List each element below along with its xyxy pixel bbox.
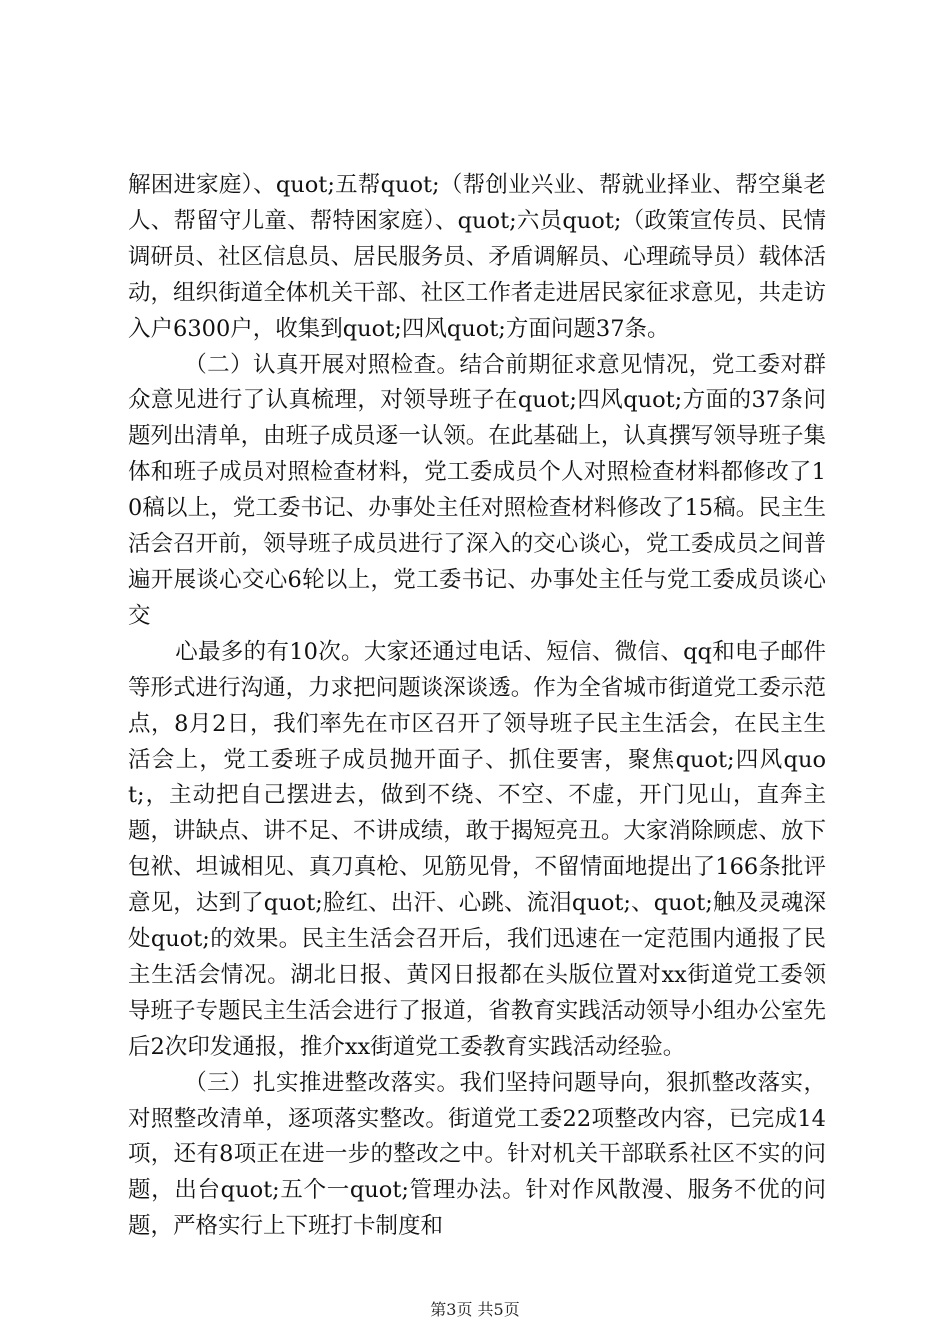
paragraph-section-two: （二）认真开展对照检查。结合前期征求意见情况，党工委对群众意见进行了认真梳理，对领导班子在quot;四风quot;方面的37条问题列出清单，由班子成员逐一认领。在此基础上，认真撰写领导班子集体和班子成员对照检查材料，党工委成员个人对照检查材料都修改了10稿以上，党工委书记、办事处主任对照检查材料修改了15稿。民主生活会召开前，领导班子成员进行了深入的交心谈心，党工委成员之间普遍开展谈心交心6轮以上，党工委书记、办事处主任与党工委成员谈心交 [128,351,826,629]
paragraph-section-three: （三）扎实推进整改落实。我们坚持问题导向，狠抓整改落实，对照整改清单，逐项落实整改。街道党工委22项整改内容，已完成14项，还有8项正在进一步的整改之中。针对机关干部联系社区不实的问题，出台quot;五个一quot;管理办法。针对作风散漫、服务不优的问题，严格实行上下班打卡制度和 [128,1069,826,1240]
paragraph-section-two-cont: 心最多的有10次。大家还通过电话、短信、微信、qq和电子邮件等形式进行沟通，力求把问题谈深谈透。作为全省城市街道党工委示范点，8月2日，我们率先在市区召开了领导班子民主生活会，在民主生活会上，党工委班子成员抛开面子、抓住要害，聚焦quot;四风quot;，主动把自己摆进去，做到不绕、不空、不虚，开门见山，直奔主题，讲缺点、讲不足、不讲成绩，敢于揭短亮丑。大家消除顾虑、放下包袱、坦诚相见、真刀真枪、见筋见骨，不留情面地提出了166条批评意见，达到了quot;脸红、出汗、心跳、流泪quot;、quot;触及灵魂深处quot;的效果。民主生活会召开后，我们迅速在一定范围内通报了民主生活会情况。湖北日报、黄冈日报都在头版位置对xx街道党工委领导班子专题民主生活会进行了报道，省教育实践活动领导小组办公室先后2次印发通报，推介xx街道党工委教育实践活动经验。 [128,638,826,1060]
page-footer: 第3页 共5页 [430,1300,520,1319]
document-body [128,168,826,1245]
paragraph-continued: 解困进家庭）、quot;五帮quot;（帮创业兴业、帮就业择业、帮空巢老人、帮留守儿童、帮特困家庭）、quot;六员quot;（政策宣传员、民情调研员、社区信息员、居民服务员、矛盾调解员、心理疏导员）载体活动，组织街道全体机关干部、社区工作者走进居民家征求意见，共走访入户6300户，收集到quot;四风quot;方面问题37条。 [128,172,826,342]
